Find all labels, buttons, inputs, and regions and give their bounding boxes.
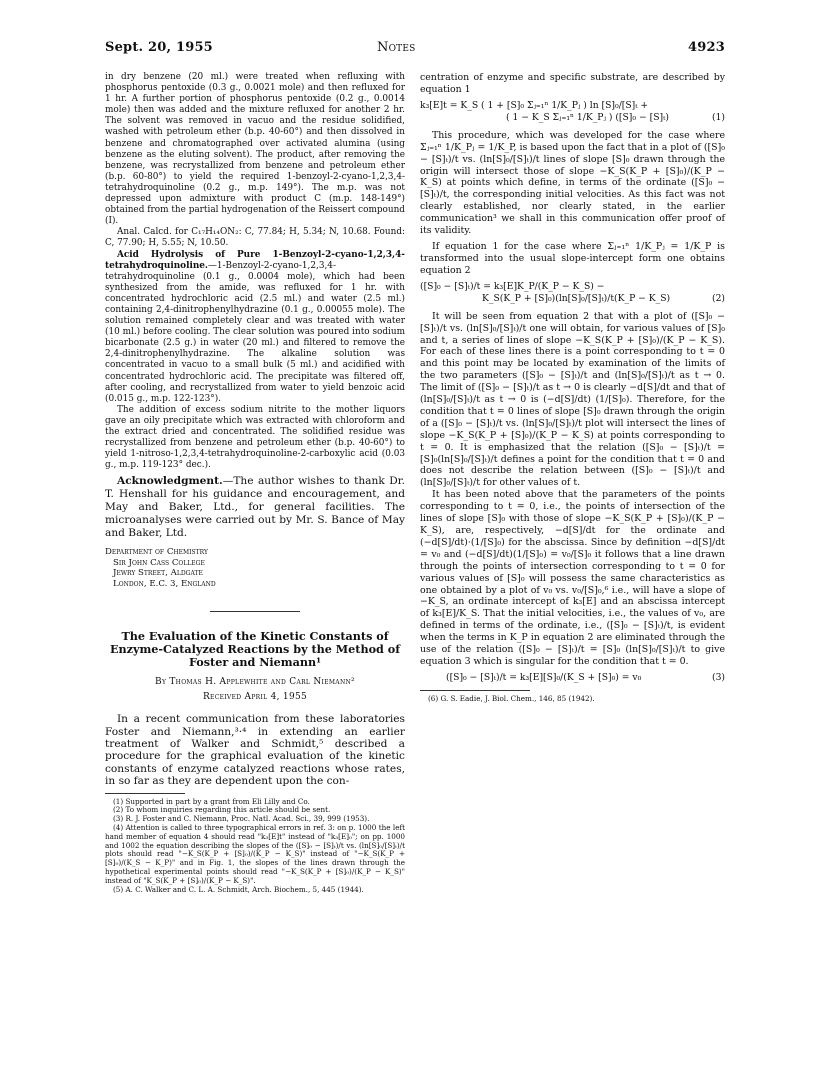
article-authors: By Thomas H. Applewhite and Carl Niemann² [155,676,355,687]
footnote-4: (4) Attention is called to three typographical errors in ref. 3: on p. 1000 the left hand member of equation 4 should read "k₃[E]t" instead of "k₃[E]₀"; on pp. 1000 and 1002 the equation describing the slopes of the ([S]₀ − [S]ₜ)/t vs. (ln[S]₀/[S]ₜ)/t plots should read "−K_S(K_P + [S]₀)/(K_P − K_S)" instead of "−K_S(K_P + [S]₀)/(K_S − K_P)" and in Fig. 1, the slopes of the lines drawn through the hypothetical experimental points should read "−K_S(K_P + [S]₀)/(K_P − K_S)" instead of "K_S(K_P + [S]₀)/(K_P − K_S)". [105,823,405,885]
procedure-paragraph: This procedure, which was developed for the case where Σⱼ₌₁ⁿ 1/K_Pⱼ = 1/K_P, is based upon the fact that in a plot of ([S]₀ − [S]ₜ)/t vs. (ln[S]₀/[S]ₜ)/t lines of slope [S]₀ drawn through the origin will intersect those of slope −K_S(K_P + [S]₀)/(K_P − K_S) at points which define, in terms of the ordinate ([S]₀ − [S]ₜ)/t, the corresponding initial velocities. As this fact was not clearly established, nor clearly stated, in the earlier communication³ we shall in this communication offer proof of its validity. [420,129,725,237]
footnote-2: (2) To whom inquiries regarding this article should be sent. [113,805,331,815]
acknowledgment-text: —The author wishes to thank Dr. T. Henshall for his guidance and encouragement, and May and Baker, Ltd., for general facilities. The microanalyses were carried out by Mr. S. Bance of May and Baker, Ltd. [105,475,405,539]
experimental-paragraph-1: in dry benzene (20 ml.) were treated when refluxing with phosphorus pentoxide (0.3 g., 0.0021 mole) and then refluxed for 1 hr. A further portion of phosphorus pentoxide (0.2 g., 0.0014 mole) then was added and the mixture refluxed for another 2 hr. The solvent was removed in vacuo and the residue solidified, washed with petroleum ether (b.p. 40-60°) and then dissolved in benzene and chromatographed over activated alumina (using benzene as the eluting solvent). The product, after removing the benzene, was recrystallized from benzene and petroleum ether (b.p. 60-80°) to yield the required 1-benzoyl-2-cyano-1,2,3,4-tetrahydroquinoline (0.2 g., m.p. 149°). The m.p. was not depressed upon admixture with product C (m.p. 148-149°) obtained from the partial hydrogenation of the Reissert compound (I). [105,72,405,227]
limits-paragraph: It will be seen from equation 2 that with a plot of ([S]₀ − [S]ₜ)/t vs. (ln[S]₀/[S]ₜ)/t one will obtain, for various values of [S]₀ and t, a series of lines of slope −K_S(K_P + [S]₀)/(K_P − K_S). For each of these lines there is a point corresponding to t = 0 and this point may be located by examination of the limits of the two parameters ([S]₀ − [S]ₜ)/t and (ln[S]₀/[S]ₜ)/t as t → 0. The limit of ([S]₀ − [S]ₜ)/t as t → 0 is clearly −d[S]/dt and that of (ln[S]₀/[S]ₜ)/t as t → 0 is (−d[S]/dt) (1/[S]₀). Therefore, for the condition that t = 0 lines of slope [S]₀ drawn through the origin of a ([S]₀ − [S]ₜ)/t vs. (ln[S]₀/[S]ₜ)/t plot will intersect the lines of slope −K_S(K_P + [S]₀)/(K_P − K_S) at points corresponding to t = 0. It is emphasized that the relation ([S]₀ − [S]ₜ)/t = [S]₀(ln[S]₀/[S]ₜ)/t defines a point for the condition that t = 0 and does not describe the relation between ([S]₀ − [S]ₜ)/t and (ln[S]₀/[S]ₜ)/t for other values of t. [420,310,725,489]
equation-3-number: (3) [711,671,725,683]
footnote-6: (6) G. S. Eadie, J. Biol. Chem., 146, 85 (1942). [428,693,595,703]
intersection-paragraph: It has been noted above that the parameters of the points corresponding to t = 0, i.e., the points of intersection of the lines of slope [S]₀ with those of slope −K_S(K_P + [S]₀)/(K_P − K_S), are, respectively, −d[S]/dt for the ordinate and (−d[S]/dt)·(1/[S]₀) for the abscissa. Since by definition −d[S]/dt = v₀ and (−d[S]/dt)(1/[S]₀) = v₀/[S]₀ it follows that a line drawn through the points of intersection corresponding to t = 0 for various values of [S]₀ will possess the same characteristics as one obtained by a plot of v₀ vs. v₀/[S]₀,⁶ i.e., will have a slope of −K_S, an ordinate intercept of k₃[E] and an abscissa intercept of k₃[E]/K_S. That the initial velocities, i.e., the values of v₀, are defined in terms of the ordinate, i.e., ([S]₀ − [S]ₜ)/t, is evident when the terms in K_P in equation 2 are eliminated through the use of the relation ([S]₀ − [S]ₜ)/t = [S]₀ (ln[S]₀/[S]ₜ)/t to give equation 3 which is singular for the condition that t = 0. [420,489,725,667]
header-page-number: 4923 [688,40,725,55]
acknowledgment-paragraph [105,475,405,539]
footnote-5: (5) A. C. Walker and C. L. A. Schmidt, Arch. Biochem., 5, 445 (1944). [113,884,364,894]
equation-1 [420,100,725,124]
equation-2-line-2-wrap [420,293,725,305]
equation-1-number: (1) [711,111,725,123]
article-title: The Evaluation of the Kinetic Constants of Enzyme-Catalyzed Reactions by the Method of Foster and Niemann¹ [109,628,401,669]
analysis-paragraph: Anal. Calcd. for C₁₇H₁₄ON₂: C, 77.84; H, 5.34; N, 10.68. Found: C, 77.90; H, 5.55; N, 10.50. [105,227,405,249]
equation-1-line-2-wrap [420,112,725,124]
right-column [420,72,725,703]
continued-paragraph: centration of enzyme and specific substrate, are described by equation 1 [420,72,725,95]
equation-1-line-1: k₃[E]t = K_S ( 1 + [S]₀ Σⱼ₌₁ⁿ 1/K_Pⱼ ) ln [S]₀/[S]ₜ + [420,99,649,111]
hydrolysis-text: —1-Benzoyl-2-cyano-1,2,3,4-tetrahydroquinoline (0.1 g., 0.0004 mole), which had been synthesized from the amide, was refluxed for 1 hr. with concentrated hydrochloric acid (2.5 ml.) and water (2.5 ml.) containing 2,4-dinitrophenylhydrazine (0.1 g., 0.00055 mole). The solution remained completely clear and was treated with water (10 ml.) before cooling. The clear solution was poured into sodium bicarbonate (2.5 g.) in water (20 ml.) and filtered to remove the 2,4-dinitrophenylhydrazine. The alkaline solution was concentrated in vacuo to a small bulk (5 ml.) and acidified with concentrated hydrochloric acid. The precipitate was filtered off, after cooling, and recrystallized from water to yield benzoic acid (0.015 g., m.p. 122-123°). [105,260,405,404]
equation-2-number: (2) [711,292,725,304]
equation-2 [420,281,725,305]
transform-paragraph: If equation 1 for the case where Σⱼ₌₁ⁿ 1/K_Pⱼ = 1/K_P is transformed into the usual slope-intercept form one obtains equation 2 [420,240,725,276]
header-date: Sept. 20, 1955 [105,40,213,55]
footnote-3: (3) R. J. Foster and C. Niemann, Proc. Natl. Acad. Sci., 39, 999 (1953). [113,814,370,824]
intro-paragraph: In a recent communication from these laboratories Foster and Niemann,³·⁴ in extending an earlier treatment of Walker and Schmidt,⁵ described a procedure for the graphical evaluation of the kinetic constants of enzyme catalyzed reactions whose rates, in so far as they are dependent upon the con- [105,713,405,788]
section-divider [210,611,300,612]
equation-3-body: ([S]₀ − [S]ₜ)/t = k₃[E][S]₀/(K_S + [S]₀) = v₀ [446,671,642,683]
affiliation-line: Department of Chemistry [105,547,208,558]
affiliation-line: Sir John Cass College [113,557,205,568]
header-section: Notes [377,40,416,55]
acknowledgment-heading: Acknowledgment. [117,475,223,488]
footnote-divider [420,690,530,691]
equation-2-line-2: K_S(K_P + [S]₀)(ln[S]₀/[S]ₜ)/t(K_P − K_S) [482,292,671,304]
left-column [105,72,405,894]
affiliation-line: London, E.C. 3, England [113,578,216,589]
equation-2-line-1: ([S]₀ − [S]ₜ)/t = k₃[E]K_P/(K_P − K_S) − [420,280,605,292]
hydrolysis-heading: Acid Hydrolysis of Pure 1-Benzoyl-2-cyano-1,2,3,4-tetrahydroquinoline. [105,249,405,271]
nitrite-paragraph: The addition of excess sodium nitrite to the mother liquors gave an oily precipitate which was extracted with chloroform and the extract dried and concentrated. The solidified residue was recrystallized from benzene and petroleum ether (b.p. 40-60°) to yield 1-nitroso-1,2,3,4-tetrahydroquinoline-2-carboxylic acid (0.03 g., m.p. 119-123° dec.). [105,404,405,471]
equation-1-line-2: ( 1 − K_S Σⱼ₌₁ⁿ 1/K_Pⱼ ) ([S]₀ − [S]ₜ) [506,111,669,123]
footnote-1: (1) Supported in part by a grant from Eli Lilly and Co. [113,796,310,806]
received-date: Received April 4, 1955 [202,692,308,703]
affiliation-line: Jewry Street, Aldgate [113,568,203,579]
equation-3 [420,672,725,684]
footnote-divider [105,793,185,794]
running-header [105,40,725,56]
hydrolysis-paragraph [105,250,405,405]
affiliation-block [105,547,405,589]
